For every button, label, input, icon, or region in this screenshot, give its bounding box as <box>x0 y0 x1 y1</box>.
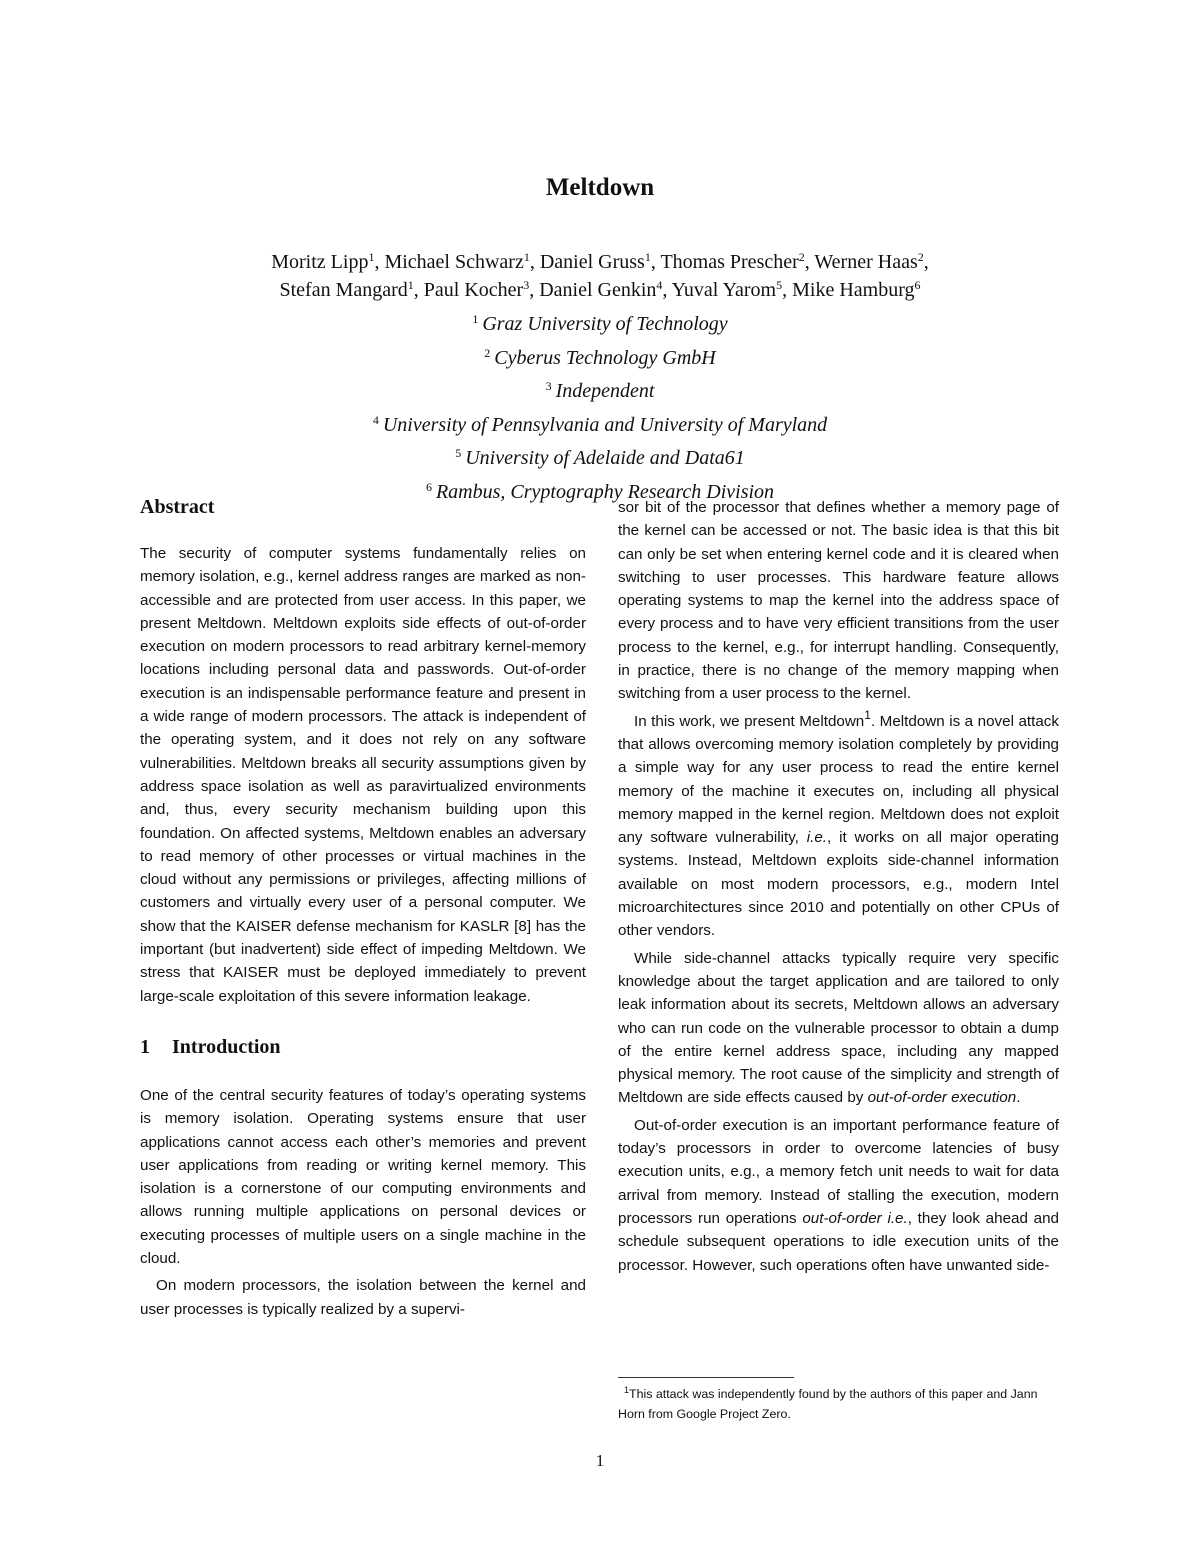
intro-paragraph-4: While side-channel attacks typically require very specific knowledge about the target application and are tailored to only leak information about its secrets, Meltdown allows an adversary who can run code on the vulnerable processor to obtain a dump of the entire kernel address space, including any mapped physical memory. The root cause of the simplicity and strength of Meltdown are side effects caused by out-of-order execution. <box>618 949 1059 1107</box>
affiliation: $^2$ Cyberus Technology GmbH <box>484 345 716 369</box>
footnote-ref: 1 <box>864 707 871 722</box>
author: Stefan Mangard$^1$, <box>279 278 424 301</box>
affiliation: $^1$ Graz University of Technology <box>472 312 728 335</box>
paper-title: Meltdown <box>545 174 655 201</box>
affiliation: $^6$ Rambus, Cryptography Research Division <box>425 479 775 503</box>
section-heading-introduction: 1 Introduction <box>140 1035 281 1058</box>
author: Daniel Genkin$^4$, <box>539 278 672 301</box>
affiliation: $^4$ University of Pennsylvania and University of Maryland <box>372 412 828 436</box>
footnote: $^1$This attack was independently found by the authors of this paper and Jann Horn from Google Project Zero. <box>618 1385 1038 1421</box>
intro-paragraph-1: One of the central security features of today’s operating systems is memory isolation. Operating systems ensure that user applications cannot access each other’s memories and prevent user applications from reading or writing kernel memory. This isolation is a cornerstone of our computing environments and allows running multiple applications on personal devices or executing processes of multiple users on a single machine in the cloud. <box>140 1086 586 1268</box>
author: Yuval Yarom$^5$, <box>671 278 793 301</box>
author: Moritz Lipp$^1$, <box>271 250 385 273</box>
left-column <box>140 494 586 1321</box>
author: Daniel Gruss$^1$, <box>539 250 661 273</box>
abstract-text: The security of computer systems fundamentally relies on memory isolation, e.g., kernel address ranges are marked as non-accessible and are protected from user access. In this paper, we present Meltdown. Meltdown exploits side effects of out-of-order execution on modern processors to read arbitrary kernel-memory locations including personal data and passwords. Out-of-order execution is an indispensable performance feature and present in a wide range of modern processors. The attack is independent of the operating system, and it does not rely on any software vulnerabilities. Meltdown breaks all security assumptions given by address space isolation as well as paravirtualized environments and, thus, every security mechanism building upon this foundation. On affected systems, Meltdown enables an adversary to read memory of other processes or virtual machines in the cloud without any permissions or privileges, affecting millions of customers and virtually every user of a personal computer. We show that the KAISER defense mechanism for KASLR [8] has the important (but inadvertent) side effect of impeding Meltdown. We stress that KAISER must be deployed immediately to prevent large-scale exploitation of this severe information leakage. <box>140 545 586 1005</box>
author: Mike Hamburg$^6$ <box>792 278 921 301</box>
affiliation-list <box>140 305 1060 507</box>
intro-paragraph-5: Out-of-order execution is an important performance feature of today’s processors in order to overcome latencies of busy execution units, e.g., a memory fetch unit needs to wait for data arrival from memory. Instead of stalling the execution, modern processors run operations out-of-order i.e., they look ahead and schedule subsequent operations to idle execution units of the processor. However, such operations often have unwanted side- <box>618 1116 1059 1274</box>
author: Michael Schwarz$^1$, <box>384 250 540 273</box>
footnote-divider <box>618 1377 794 1378</box>
abstract-heading: Abstract <box>140 496 215 518</box>
intro-paragraph-2-start: On modern processors, the isolation between the kernel and user processes is typically realized by a supervi- <box>140 1277 586 1318</box>
author: Thomas Prescher$^2$, <box>660 250 815 273</box>
intro-paragraph-2-cont: sor bit of the processor that defines whether a memory page of the kernel can be accessed or not. The basic idea is that this bit can only be set when entering kernel code and it is cleared when switching to user processes. This hardware feature allows operating systems to map the kernel into the address space of every process and to have very efficient transitions from the user process to the kernel, e.g., for interrupt handling. Consequently, in practice, there is no change of the memory mapping when switching from a user process to the kernel. <box>618 499 1059 703</box>
right-column <box>618 496 1059 1277</box>
affiliation: $^3$ Independent <box>545 379 655 403</box>
page-number: 1 <box>595 1451 605 1470</box>
author: Paul Kocher$^3$, <box>423 278 540 301</box>
author: Werner Haas$^2$, <box>814 250 929 273</box>
intro-paragraph-3: In this work, we present Meltdown$^1$. Meltdown is a novel attack that allows overcoming memory isolation completely by providing a simple way for any user process to read the entire kernel memory of the machine it executes on, including all physical memory mapped in the kernel region. Meltdown does not exploit any software vulnerability, i.e., it works on all major operating systems. Instead, Meltdown exploits side-channel information available on most modern processors, e.g., modern Intel microarchitectures since 2010 and potentially on other CPUs of other vendors. <box>618 707 1059 940</box>
affiliation: $^5$ University of Adelaide and Data61 <box>455 446 745 470</box>
author-list <box>140 248 1060 304</box>
